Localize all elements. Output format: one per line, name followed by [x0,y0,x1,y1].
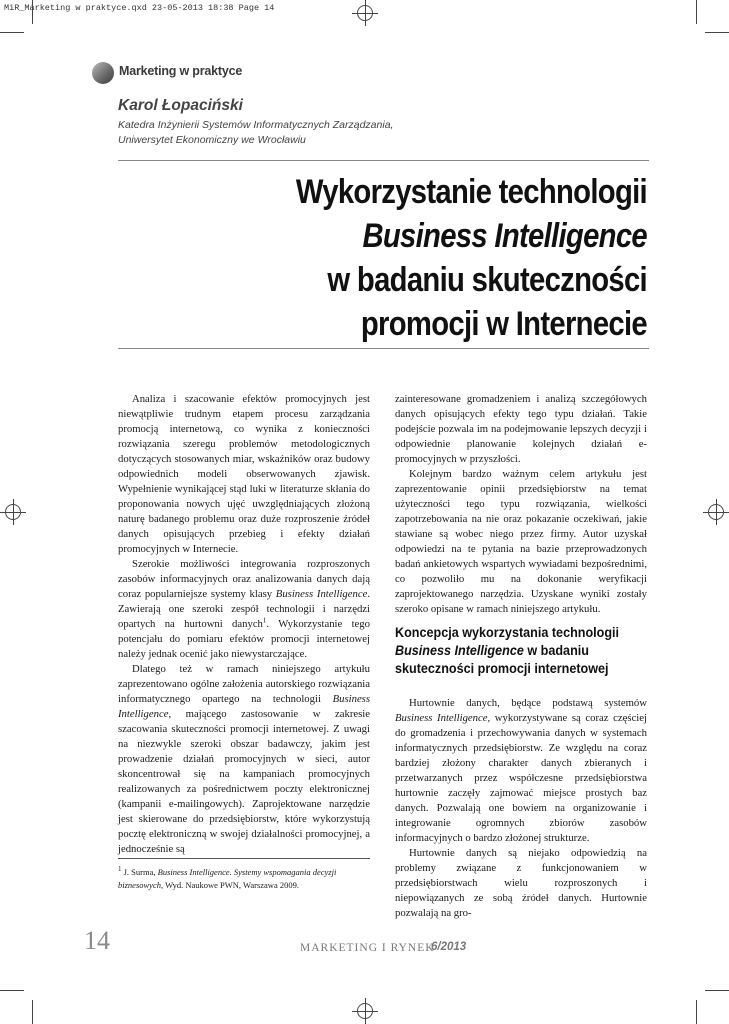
crop-mark [32,1000,33,1024]
registration-mark [357,1003,373,1019]
paragraph: Hurtownie danych, będące podstawą systemów Business Intelligence, wykorzystywane są coraz częściej do gromadzenia i przechowywania danych w systemach informatycznych przedsiębiorstw. Ze względu na coraz bardziej złożony charakter danych zbieranych i przetwarzanych przez współczesne przedsiębiorstwa hurtownie zaczęły zajmować miejsce prostych baz danych. Pozwalają one bowiem na organizowanie i integrowanie ogromnych zbiorów zasobów informacyjnych o bardzo złożonej strukturze. [395,697,647,844]
crop-mark [0,32,24,33]
title-line: w badaniu skuteczności [327,261,647,299]
crop-mark [0,990,24,991]
footnote: $^1$ J. Surma, Business Intelligence. Systemy wspomagania decyzji biznesowych, Wyd. Naukowe PWN, Warszawa 2009. [118,865,337,890]
author-name: Karol Łopaciński [118,97,243,114]
affiliation-line: Uniwersytet Ekonomiczny we Wrocławiu [118,134,306,146]
registration-mark [357,5,373,21]
paragraph: Kolejnym bardzo ważnym celem artykułu jest zaprezentowanie opinii przedsiębiorstw na temat użyteczności tego typu rozwiązania, wielkości zapotrzebowania na nie oraz pokazanie oczekiwań, jakie stawiane są wobec niego przez firmy. Autor uzyskał odpowiedzi na te pytania na bazie przeprowadzonych badań ankietowych wspartych wywiadami bezpośrednimi, co pozwoliło mu na dokonanie weryfikacji zaprojektowanego narzędzia. Uzyskane wyniki zostały szeroko opisane w ramach niniejszego artykułu. [395,468,647,615]
crop-mark [696,1000,697,1024]
journal-issue: 6/2013 [431,941,467,953]
column-right-bottom [395,696,647,921]
section-label: Marketing w praktyce [119,64,243,78]
title-top-rule [118,160,649,161]
crop-mark [32,0,33,24]
title-line: promocji w Internecie [360,305,647,343]
column-right-top [395,392,647,617]
footnote-rule [118,858,370,859]
author-affiliation [118,118,393,148]
section-heading [395,623,649,677]
crop-mark [705,32,729,33]
paragraph: Szerokie możliwości integrowania rozproszonych zasobów informacyjnych oraz analizowania danych dają coraz popularniejsze systemy klasy Business Intelligence. Zawierają one szeroki zespół technologii i narzędzi opartych na hurtowni danych$^1$. Wykorzystanie tego potencjału do pomiaru efektów promocji internetowej należy jednak ocenić jako niewystarczające. [118,558,371,660]
title-line: Wykorzystanie technologii [295,173,647,211]
title-line: Business Intelligence [362,217,647,255]
registration-mark [708,504,724,520]
printer-slug: MiR_Marketing w praktyce.qxd 23-05-2013 18:38 Page 14 [4,3,275,13]
paragraph: zainteresowane gromadzeniem i analizą szczegółowych danych opisujących efekty tego typu działań. Takie podejście pozwala im na podejmowanie lepszych decyzji i odpowiednie planowanie kolejnych działań e-promocyjnych w przyszłości. [395,393,647,465]
paragraph: Hurtownie danych są niejako odpowiedzią na problemy związane z funkcjonowaniem w przedsiębiorstwach wielu rozproszonych i niepowiązanych ze sobą źródeł danych. Hurtownie pozwalają na gro- [395,847,647,919]
heading-line: skuteczności promocji internetowej [395,660,609,676]
crop-mark [696,0,697,24]
paragraph: Analiza i szacowanie efektów promocyjnych jest niewątpliwie trudnym etapem procesu zarządzania promocją internetową, co wynika z konieczności rozwiązania szeregu problemów metodologicznych dotyczących stosowanych miar, wskaźników oraz budowy odpowiednich modeli obserwowanych zjawisk. Wypełnienie wynikającej stąd luki w literaturze skłania do proponowania nowych ujęć uwzględniających złożoną naturę badanego problemu oraz duże rozproszenie źródeł danych opisujących przebieg i efekty działań promocyjnych w Internecie. [118,393,370,555]
heading-line: Business Intelligence w badaniu [395,642,589,658]
journal-name: MARKETING I RYNEK [300,942,435,954]
column-left [118,392,370,857]
section-logo-icon [92,62,114,84]
page-number: 14 [84,926,110,955]
footnote-ref[interactable]: 1 [262,616,267,625]
crop-mark [705,990,729,991]
paragraph: Dlatego też w ramach niniejszego artykułu zaprezentowano ogólne założenia autorskiego rozwiązania informatycznego opartego na technologii Business Intelligence, mającego zastosowanie w zakresie szacowania skuteczności promocji internetowej. Z uwagi na niezwykle szeroki obszar badawczy, jakim jest prowadzenie działań promocyjnych w sieci, autor skoncentrował się na kampaniach promocyjnych realizowanych za pośrednictwem poczty elektronicznej (kampanii e-mailingowych). Zaprojektowane narzędzie jest skierowane do przedsiębiorstw, które wykorzystują pocztę elektroniczną w swojej działalności promocyjnej, a jednocześnie są [118,663,370,855]
article-title [165,170,647,346]
heading-line: Koncepcja wykorzystania technologii [395,624,620,640]
title-bottom-rule [118,348,649,349]
affiliation-line: Katedra Inżynierii Systemów Informatycznych Zarządzania, [118,119,394,131]
registration-mark [5,504,21,520]
